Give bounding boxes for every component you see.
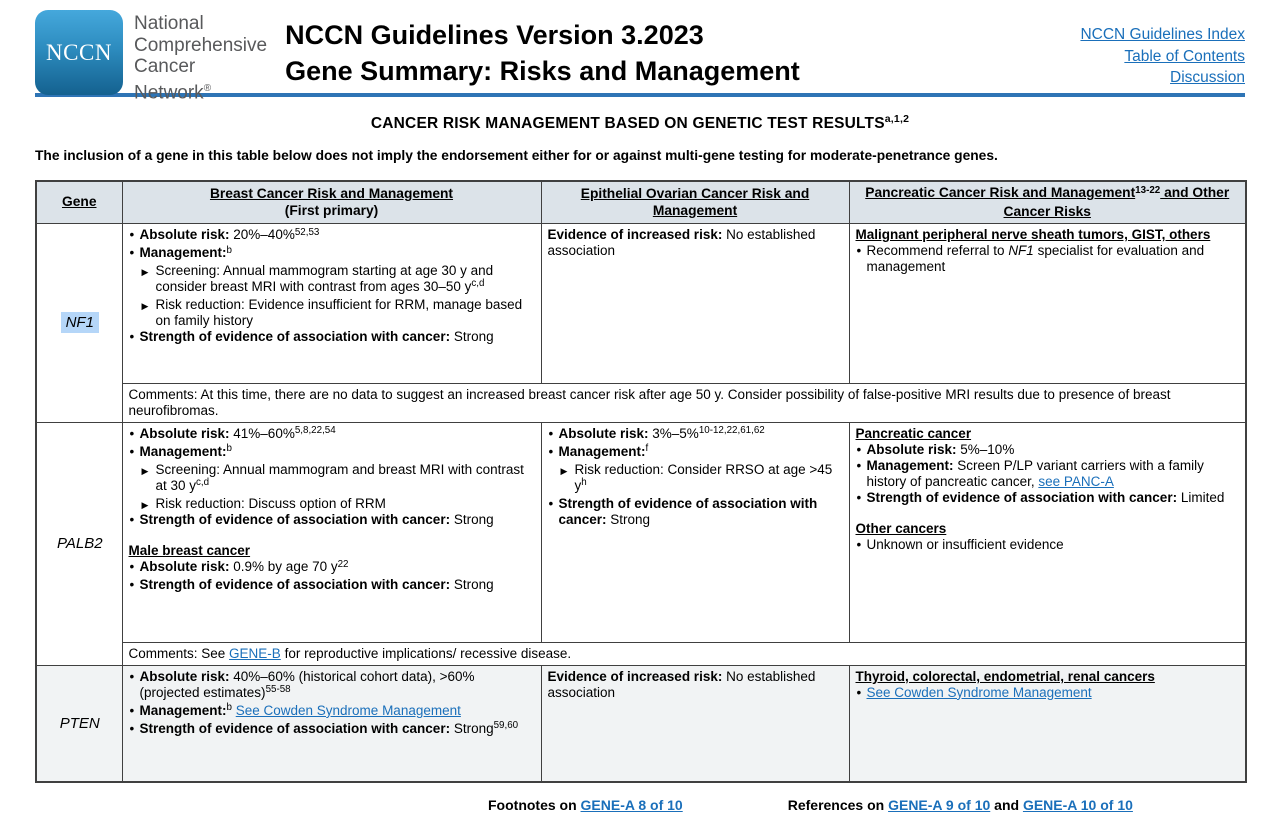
gene-label[interactable]: NF1 xyxy=(61,312,99,333)
bullet-icon: • xyxy=(129,559,135,575)
section-title xyxy=(0,113,1280,133)
text-segment: for reproductive implications/ recessive disease. xyxy=(280,645,572,661)
text-segment: Thyroid, colorectal, endometrial, renal cancers xyxy=(855,668,1155,684)
link-discussion[interactable]: Discussion xyxy=(1170,69,1245,86)
footer xyxy=(0,797,1280,813)
text-segment: Management: xyxy=(558,443,646,459)
org-name xyxy=(134,10,267,103)
guidelines-subtitle: Gene Summary: Risks and Management xyxy=(285,56,800,86)
gene-cell-NF1 xyxy=(36,224,122,423)
text-segment: Strength of evidence of association with cancer: xyxy=(139,720,451,736)
comments-cell-PALB2 xyxy=(122,642,1246,665)
text-line xyxy=(856,458,1241,490)
text-line xyxy=(856,490,1241,506)
text-line xyxy=(856,442,1241,458)
text-segment: Malignant peripheral nerve sheath tumors, GIST, others xyxy=(855,227,1211,243)
link-references-page-2[interactable]: GENE-A 10 of 10 xyxy=(1022,797,1133,814)
text-line xyxy=(856,537,1241,553)
text-segment: 40%–60% (historical cohort data), >60% (projected estimates) xyxy=(139,668,475,700)
pancreatic-cell-NF1 xyxy=(849,224,1246,384)
text-line xyxy=(129,203,535,220)
bullet-icon: • xyxy=(129,245,135,261)
text-segment: Absolute risk: xyxy=(866,441,957,457)
text-line xyxy=(129,703,536,721)
text-segment: 55-58 xyxy=(265,684,291,696)
text-line xyxy=(856,685,1241,701)
org-line xyxy=(134,78,267,104)
text-segment: Male breast cancer xyxy=(128,543,251,559)
bullet-icon: • xyxy=(548,495,554,511)
text-segment: Absolute risk: xyxy=(139,668,230,684)
text-segment: Breast Cancer Risk and Management xyxy=(209,186,454,202)
bullet-icon: • xyxy=(129,702,135,718)
bullet-icon: • xyxy=(856,243,862,259)
text-segment: Screening: Annual mammogram and breast MRI with contrast at 30 y xyxy=(155,461,524,493)
text-line xyxy=(129,444,536,462)
text-segment: Strength of evidence of association with cancer: xyxy=(866,489,1178,505)
text-segment: Evidence of increased risk: xyxy=(547,668,723,684)
text-segment: Absolute risk: xyxy=(139,559,230,575)
bullet-icon: • xyxy=(548,425,554,441)
text-line xyxy=(129,462,536,496)
text-line xyxy=(548,496,844,528)
bullet-icon: • xyxy=(129,577,135,593)
text-segment: Strength of evidence of association with cancer: xyxy=(558,495,818,527)
text-segment: h xyxy=(581,477,587,489)
bullet-icon: • xyxy=(856,441,862,457)
arrow-bullet-icon: ▶ xyxy=(141,466,149,477)
text-segment: b xyxy=(226,244,232,256)
text-segment: Evidence of increased risk: xyxy=(547,227,723,243)
text-line xyxy=(129,387,1240,419)
comments-cell-NF1 xyxy=(122,384,1246,423)
text-segment: Absolute risk: xyxy=(139,227,230,243)
link-guidelines-index[interactable]: NCCN Guidelines Index xyxy=(1080,26,1245,43)
org-line: Cancer xyxy=(134,56,196,77)
text-segment: No established association xyxy=(547,227,816,259)
text-line xyxy=(43,194,116,211)
footnotes-note xyxy=(488,797,683,813)
text-segment: 5,8,22,54 xyxy=(294,425,336,437)
text-segment: Strong xyxy=(450,577,494,593)
inline-link[interactable]: See Cowden Syndrome Management xyxy=(866,684,1092,700)
text-segment: Risk reduction: Evidence insufficient for RRM, manage based on family history xyxy=(155,296,523,328)
link-references-page-1[interactable]: GENE-A 9 of 10 xyxy=(888,797,991,814)
text-segment: Other cancers xyxy=(855,521,947,537)
header-links xyxy=(1080,10,1245,89)
text-segment: 5%–10% xyxy=(956,441,1015,457)
text-line xyxy=(129,646,1240,662)
nccn-logo[interactable] xyxy=(35,10,123,95)
bullet-icon: • xyxy=(856,684,862,700)
text-segment: NF1 xyxy=(1008,243,1034,259)
text-line xyxy=(548,426,844,444)
spacer-line xyxy=(856,506,1241,522)
text-line xyxy=(129,669,536,703)
ovarian-cell-PALB2 xyxy=(541,422,849,642)
section-title-footnote-sup: a,1,2 xyxy=(884,113,910,125)
text-line xyxy=(129,329,536,345)
text-segment: Risk reduction: Consider RRSO at age >45 y xyxy=(574,461,833,493)
text-segment: Management: xyxy=(866,457,954,473)
text-line xyxy=(856,426,1241,442)
breast-cell-PTEN xyxy=(122,665,541,782)
gene-label[interactable]: PALB2 xyxy=(56,535,103,553)
spacer-line xyxy=(129,527,536,543)
bullet-icon: • xyxy=(548,443,554,459)
text-segment: Comments: At this time, there are no data to suggest an increased breast cancer risk after age 50 y. Consider possibility of false-positive MRI results due to presence of breast neurofibromas. xyxy=(128,387,1171,419)
text-line xyxy=(129,245,536,263)
text-segment: 0.9% by age 70 y xyxy=(229,559,338,575)
text-line xyxy=(129,577,536,593)
text-line xyxy=(129,512,536,528)
text-segment: Recommend referral to xyxy=(866,243,1009,259)
table-row-NF1 xyxy=(36,224,1246,384)
table-row-PALB2 xyxy=(36,422,1246,642)
bullet-icon: • xyxy=(856,489,862,505)
inline-link[interactable]: GENE-B xyxy=(229,645,281,661)
text-segment: b xyxy=(226,702,232,714)
comments-row-PALB2 xyxy=(36,642,1246,665)
text-segment: Strong xyxy=(450,720,494,736)
bullet-icon: • xyxy=(856,457,862,473)
text-segment: Limited xyxy=(1177,489,1225,505)
text-segment: c,d xyxy=(196,477,210,489)
text-segment: Pancreatic cancer xyxy=(855,425,972,441)
header xyxy=(0,0,1280,103)
text-segment: 52,53 xyxy=(294,226,320,238)
org-line: Comprehensive xyxy=(134,34,268,56)
text-segment: (First primary) xyxy=(284,202,379,218)
text-line xyxy=(856,185,1240,220)
text-segment: Strength of evidence of association with cancer: xyxy=(139,577,451,593)
ovarian-cell-PTEN xyxy=(541,665,849,782)
table-header xyxy=(36,181,1246,224)
table-row-PTEN xyxy=(36,665,1246,782)
table-body xyxy=(36,224,1246,783)
arrow-bullet-icon: ▶ xyxy=(141,301,149,312)
pancreatic-cell-PTEN xyxy=(849,665,1246,782)
document-title xyxy=(285,10,800,89)
text-line xyxy=(856,243,1241,275)
text-segment: specialist for evaluation and management xyxy=(866,243,1205,274)
references-and: and xyxy=(990,797,1023,814)
bullet-icon: • xyxy=(129,443,135,459)
gene-risk-table xyxy=(35,180,1247,783)
text-line xyxy=(129,496,536,512)
text-segment: Strong xyxy=(450,511,494,527)
bullet-icon: • xyxy=(129,720,135,736)
section-title-text: CANCER RISK MANAGEMENT BASED ON GENETIC TEST RESULTS xyxy=(370,115,885,133)
text-segment: Strong xyxy=(606,511,651,527)
text-segment: Management: xyxy=(139,443,227,459)
text-line xyxy=(129,721,536,739)
text-segment: No established association xyxy=(547,668,816,700)
link-table-of-contents[interactable]: Table of Contents xyxy=(1124,47,1245,65)
text-segment: Strong xyxy=(450,328,494,344)
text-line xyxy=(129,227,536,245)
text-line xyxy=(548,462,844,496)
nccn-logo-text: NCCN xyxy=(46,39,112,65)
text-segment: 59,60 xyxy=(493,720,519,732)
guidelines-version-title: NCCN Guidelines Version 3.2023 xyxy=(285,20,704,50)
text-line xyxy=(548,669,844,701)
pancreatic-cell-PALB2 xyxy=(849,422,1246,642)
bullet-icon: • xyxy=(129,328,135,344)
comments-row-NF1 xyxy=(36,384,1246,423)
text-segment: Screen P/LP variant carriers with a family history of pancreatic cancer, xyxy=(866,457,1204,489)
footnotes-label: Footnotes on xyxy=(488,797,581,814)
arrow-bullet-icon: ▶ xyxy=(560,466,568,477)
text-segment: Comments: See xyxy=(128,645,230,661)
text-segment: Screening: Annual mammogram starting at age 30 y and consider breast MRI with contrast from ages 30–50 y xyxy=(155,262,494,294)
text-line xyxy=(548,227,844,259)
text-segment: Absolute risk: xyxy=(558,425,649,441)
org-line: National xyxy=(134,13,204,34)
text-segment: Management: xyxy=(139,702,227,718)
inline-link[interactable]: see PANC-A xyxy=(1038,473,1114,489)
text-segment: 20%–40% xyxy=(229,227,295,243)
inclusion-note: The inclusion of a gene in this table below does not imply the endorsement either for or against multi-gene testing for moderate-penetrance genes. xyxy=(35,148,998,164)
bullet-icon: • xyxy=(129,227,135,243)
text-line xyxy=(548,444,844,462)
text-segment: 3%–5% xyxy=(648,425,699,441)
text-segment: Management: xyxy=(139,245,227,261)
gene-cell-PTEN xyxy=(36,665,122,782)
references-note xyxy=(788,797,1133,813)
gene-label[interactable]: PTEN xyxy=(59,714,100,732)
text-segment: and Other Cancer Risks xyxy=(1003,185,1230,219)
header-row xyxy=(36,181,1246,224)
gene-cell-PALB2 xyxy=(36,422,122,665)
bullet-icon: • xyxy=(129,668,135,684)
text-segment: Gene xyxy=(61,194,97,210)
text-line xyxy=(129,297,536,329)
text-line xyxy=(548,186,843,219)
text-segment: 22 xyxy=(337,558,349,570)
text-line xyxy=(129,186,535,203)
registered-mark: ® xyxy=(203,82,212,94)
text-line xyxy=(129,543,536,559)
text-segment: c,d xyxy=(471,278,485,290)
text-segment: f xyxy=(645,443,649,455)
arrow-bullet-icon: ▶ xyxy=(141,500,149,511)
text-line xyxy=(856,669,1241,685)
arrow-bullet-icon: ▶ xyxy=(141,267,149,278)
text-segment: b xyxy=(226,443,232,455)
text-line xyxy=(129,559,536,577)
text-segment: Strength of evidence of association with cancer: xyxy=(139,328,451,344)
text-segment: Risk reduction: Discuss option of RRM xyxy=(155,495,386,511)
org-line-text: Network xyxy=(134,81,204,103)
column-header-breast xyxy=(122,181,541,224)
link-footnotes-page[interactable]: GENE-A 8 of 10 xyxy=(580,797,683,814)
text-segment: 10-12,22,61,62 xyxy=(698,425,765,437)
breast-cell-NF1 xyxy=(122,224,541,384)
ovarian-cell-NF1 xyxy=(541,224,849,384)
references-label: References on xyxy=(787,797,889,814)
text-line xyxy=(856,227,1241,243)
text-line xyxy=(129,263,536,297)
text-line xyxy=(129,426,536,444)
column-header-ovarian xyxy=(541,181,849,224)
column-header-pancreatic xyxy=(849,181,1246,224)
text-segment: Unknown or insufficient evidence xyxy=(866,537,1064,553)
text-line xyxy=(856,521,1241,537)
text-segment: Epithelial Ovarian Cancer Risk and Management xyxy=(580,186,810,218)
inline-link[interactable]: See Cowden Syndrome Management xyxy=(235,702,461,718)
bullet-icon: • xyxy=(129,511,135,527)
text-segment: 13-22 xyxy=(1135,184,1161,196)
bullet-icon: • xyxy=(129,425,135,441)
text-segment: Strength of evidence of association with cancer: xyxy=(139,511,451,527)
bullet-icon: • xyxy=(856,537,862,553)
breast-cell-PALB2 xyxy=(122,422,541,642)
text-segment: 41%–60% xyxy=(229,425,295,441)
column-header-gene xyxy=(36,181,122,224)
text-segment: Absolute risk: xyxy=(139,425,230,441)
text-segment: Pancreatic Cancer Risk and Management xyxy=(865,185,1136,201)
